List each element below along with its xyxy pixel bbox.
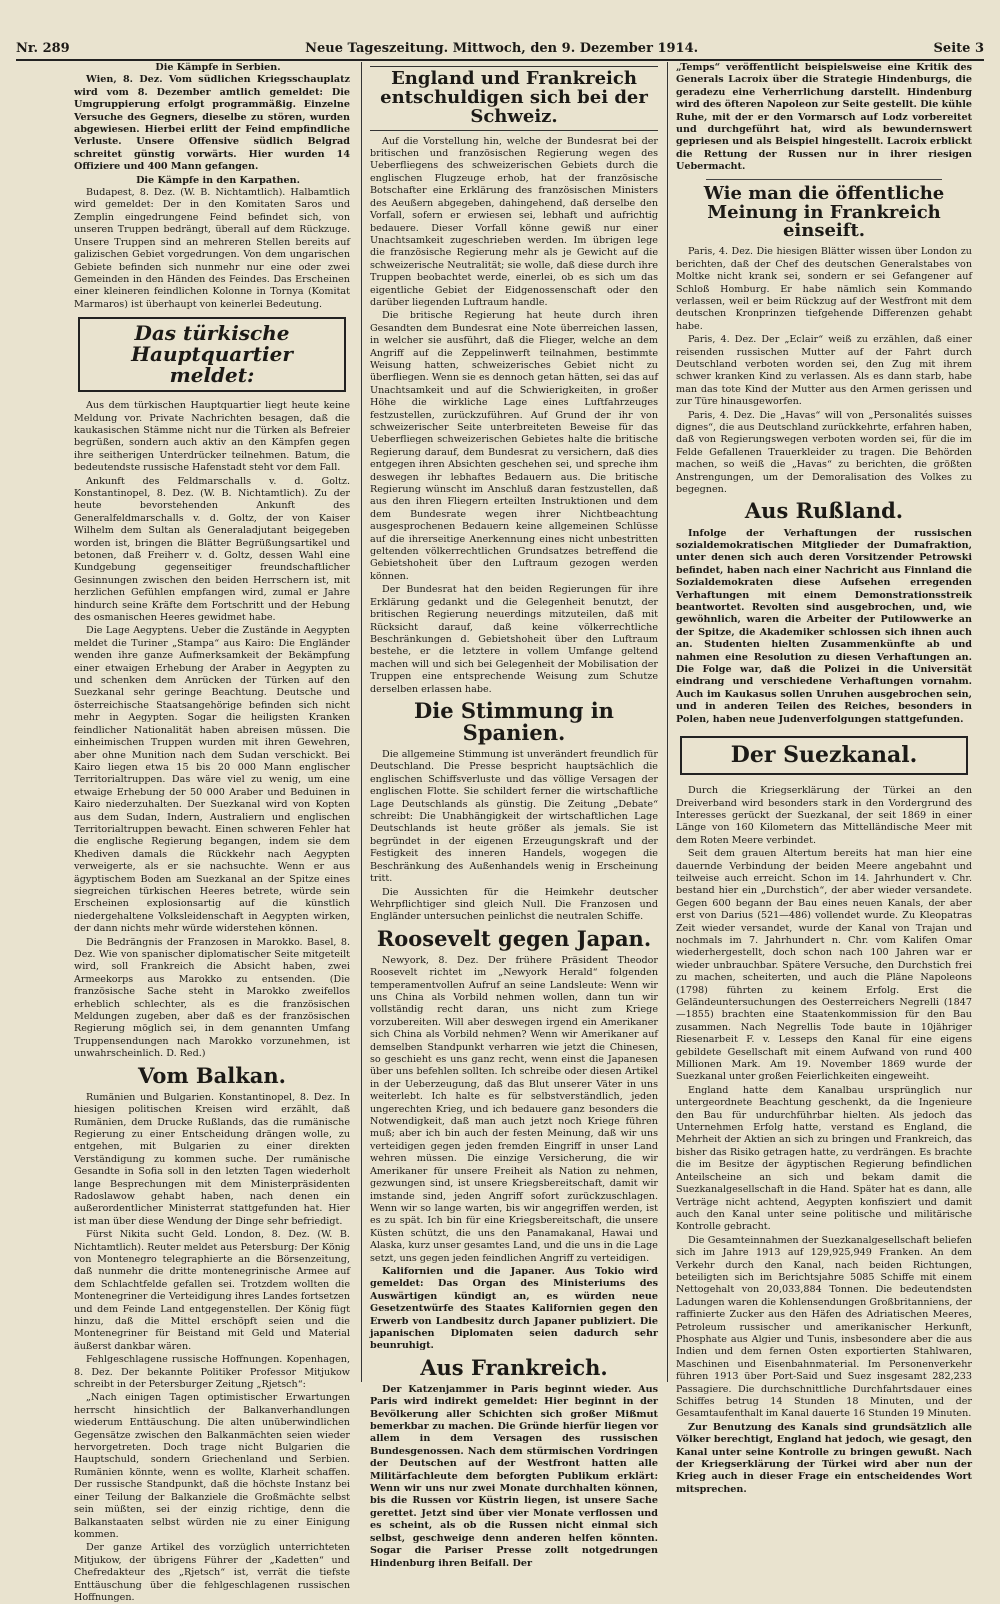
spanien-text-1: Die allgemeine Stimmung ist unverändert freundlich für Deutschland. Die Presse bespricht hauptsächlich die englischen Schiffsverluste und das völlige Versagen der englischen Flotte. Sie schildert ferner die wirtschaftliche Lage Deutschlands als günstig. Die Zeitung „Debate“ schreibt: Die Unabhängigkeit der wirtschaftlichen Lage Deutschlands ist heute größer als jemals. Sie ist begründet in der eigenen Erzeugungskraft und der Festigkeit des inneren Handels, wogegen die Beschränkung des Außenhandels wenig in Erscheinung tritt. [370, 749, 658, 885]
page-number: Seite 3 [933, 41, 984, 56]
russland-headline: Aus Rußland. [744, 498, 904, 524]
separator [706, 179, 942, 180]
suez-headline: Der Suezkanal. [680, 736, 968, 775]
spanien-text-2: Die Aussichten für die Heimkehr deutscher Wehrpflichtiger sind gleich Null. Die Franzosen und Engländer untersuchen peinlichst die neutralen Schiffe. [370, 886, 658, 923]
england-text-1: Auf die Vorstellung hin, welche der Bundesrat bei der britischen und französischen Regierung wegen des Ueberfliegens des schweizerischen Gebiets durch die englischen Flugzeuge erhob, hat der französische Botschafter eine Erklärung des französischen Ministers des Aeußern abgegeben, dahingehend, daß derselbe den Vorfall, sofern er erwiesen sei, lebhaft und aufrichtig bedauere. Dieser Vorfall könne gewiß nur einer Unachtsamkeit zugeschrieben werden. Im übrigen lege die französische Regierung mehr als je Gewicht auf die schweizerische Neutralität; sie wolle, daß diese durch ihre Truppen beobachtet werde, einerlei, ob es sich um das eigentliche Gebiet der Eidgenossenschaft oder den darüber liegenden Luftraum handle. [370, 135, 658, 308]
suez-text-4: Die Gesamteinnahmen der Suezkanalgesellschaft beliefen sich im Jahre 1913 auf 129,925,949 Franken. An dem Verkehr durch den Kanal, nach beiden Richtungen, beteiligten sich im Berichtsjahre 5085 Schiffe mit einem Nettogehalt von 20,033,884 Tonnen. Die bedeutendsten Ladungen waren die Kohlensendungen Großbritanniens, der raffinierte Zucker aus den Häfen des Adriatischen Meeres, Petroleum russischer und amerikanischer Herkunft, Phosphate aus Algier und Tunis, insbesondere aber die aus Indien und dem fernen Osten exportierten Stahlwaren, Maschinen und Eisenbahnmaterial. Im Personenverkehr führen 1913 über Port-Said und Suez insgesamt 282,233 Passagiere. Die durchschnittliche Durchfahrtsdauer eines Schiffes betrug 14 Stunden 18 Minuten, und der Gesamtaufenthalt im Kanal dauerte 16 Stunden 19 Minuten. [676, 1234, 972, 1420]
aegypten-text: Die Lage Aegyptens. Ueber die Zustände in Aegypten meldet die Turiner „Stampa“ aus Kairo: Die Engländer wenden ihre ganze Aufmerksamkeit der Bekämpfung einer etwaigen Erhebung der Araber in Aegypten zu und schenken dem Anrücken der Türken auf den Suezkanal sehr geringe Beachtung. Deutsche und österreichische Staatsangehörige befinden sich nicht mehr in Aegypten. Sogar die heiligsten Kranken feindlicher Nationalität haben abreisen müssen. Die einheimischen Truppen wurden mit ihren Gewehren, aber ohne Munition nach dem Sudan verschickt. Bei Kairo liegen etwa 15 bis 20 000 Mann englischer Territorialtruppen. Das wäre viel zu wenig, um eine etwaige Erhebung der 50 000 Araber und Beduinen in Kairo niederzuhalten. Der Suezkanal wird von Kopten aus dem Sudan, Indern, Australiern und englischen Territorialtruppen bewacht. Einen schweren Fehler hat die englische Regierung begangen, indem sie dem Khediven damals die Rückkehr nach Aegypten verweigerte, als er sie nachsuchte. Wenn er aus ägyptischem Boden am Suezkanal an der Spitze eines siegreichen türkischen Heeres betrete, würde sein Erscheinen explosionsartig auf die künstlich niedergehaltene Volksleidenschaft in Aegypten wirken, der dann nichts mehr würde widerstehen können. [74, 625, 350, 935]
meinung-text-1: Paris, 4. Dez. Die hiesigen Blätter wissen über London zu berichten, daß der Chef des deutschen Generalstabes von Moltke nicht krank sei, sondern er sei Gefangener auf Schloß Homburg. Er habe nämlich sein Kommando verlassen, weil er beim Rückzug auf der Westfront mit dem deutschen Kronprinzen tiefgehende Differenzen gehabt habe. [676, 246, 972, 332]
hoffnungen-quote: „Nach einigen Tagen optimistischer Erwartungen herrscht hinsichtlich der Balkanverhandlungen wiederum Enttäuschung. Die alten unüberwindlichen Gegensätze zwischen den Balkanmächten seien wieder hervorgetreten. Doch trage nicht Bulgarien die Hauptschuld, sondern Griechenland und Serbien. Rumänien könnte, wenn es wollte, Klarheit schaffen. Der russische Standpunkt, daß die höchste Instanz bei einer Teilung der Balkanziele die Großmächte selbst sein müßten, sei der einzig richtige, denn die Balkanstaaten selbst würden nie zu einer Einigung kommen. [74, 1392, 350, 1540]
serbia-text: Wien, 8. Dez. Vom südlichen Kriegsschauplatz wird vom 8. Dezember amtlich gemeldet: Die Umgruppierung erfolgt programmäßig. Einzelne Versuche des Gegners, dieselbe zu stören, wurden abgewiesen. Hierbei erlitt der Feind empfindliche Verluste. Unsere Offensive südlich Belgrad schreitet günstig vorwärts. Hier wurden 14 Offiziere und 400 Mann gefangen. [74, 74, 350, 173]
suez-text-1: Durch die Kriegserklärung der Türkei an den Dreiverband wird besonders stark in den Vordergrund des Interesses gerückt der Suezkanal, der seit 1869 in einer Länge von 160 Kilometern das Mittelländische Meer mit dem Roten Meere verbindet. [676, 785, 972, 846]
meinung-text-3: Paris, 4. Dez. Die „Havas“ will von „Personalités suisses dignes“, die aus Deutschland zurückkehrte, erfahren haben, daß von Regierungswegen verboten worden sei, für die im Felde Gefallenen Trauerkleider zu tragen. Die Behörden machen, so weiß die „Havas“ zu berichten, die größten Anstrengungen, um der Demoralisation des Volkes zu begegnen. [676, 409, 972, 496]
hoffnungen-text: Fehlgeschlagene russische Hoffnungen. Kopenhagen, 8. Dez. Der bekannte Politiker Professor Mitjukow schreibt in der Petersburger Zeitung „Rjetsch“: [74, 1354, 350, 1391]
meinung-text-2: Paris, 4. Dez. Der „Eclair“ weiß zu erzählen, daß einer reisenden russischen Mutter auf der Fahrt durch Deutschland verboten worden sei, den Zug mit ihrem schwer kranken Kind zu verlassen. Als es dann starb, habe man das tote Kind der Mutter aus den Armen gerissen und zur Türe hinausgeworfen. [676, 334, 972, 408]
suez-text-3: England hatte dem Kanalbau ursprünglich nur untergeordnete Beachtung geschenkt, da die Ingenieure den Bau für undurchführbar hielten. Als jedoch das Unternehmen Erfolg hatte, verstand es England, die Mehrheit der Aktien an sich zu bringen und Frankreich, das bisher das Risiko getragen hatte, zu verdrängen. Es brachte die im Besitze der ägyptischen Regierung befindlichen Anteilscheine an sich und bekam damit die Suezkanalgesellschaft in die Hand. Später hat es dann, alle Verträge nicht achtend, Aegypten konfisziert und damit auch den Kanal unter seine politische und militärische Kontrolle gebracht. [676, 1084, 972, 1233]
temps-text: „Temps“ veröffentlicht beispielsweise eine Kritik des Generals Lacroix über die Strategie Hindenburgs, die geradezu eine Verherrlichung darstellt. Hindenburg wird des öfteren Napoleon zur Seite gestellt. Die kühle Ruhe, mit der er den Vormarsch auf Lodz vorbereitet und durchgeführt hat, wird als bewundernswert gepriesen und als Beispiel hingestellt. Lacroix erblickt die Rettung der Russen nur in ihrer riesigen Uebermacht. [676, 62, 972, 173]
column-1 [74, 62, 350, 1603]
frankreich-text: Der Katzenjammer in Paris beginnt wieder. Aus Paris wird indirekt gemeldet: Hier beginnt in der Bevölkerung aller Schichten sich großer Mißmut bemerkbar zu machen. Die Gründe hierfür liegen vor allem in dem Versagen des russischen Bundesgenossen. Nach dem stürmischen Vordringen der Deutschen auf der Westfront hatten alle Militärfachleute dem beforgten Publikum erklärt: Wenn wir uns nur zwei Monate durchhalten können, bis die Russen vor Küstrin liegen, ist unsere Sache gerettet. Jetzt sind über vier Monate verflossen und es scheint, als ob die Russen nicht einmal sich selbst, geschweige denn anderen helfen könnten. Sogar die Pariser Presse zollt notgedrungen Hindenburg ihren Beifall. Der [370, 1383, 658, 1569]
karpathen-text: Budapest, 8. Dez. (W. B. Nichtamtlich). Halbamtlich wird gemeldet: Der in den Komitaten Saros und Zemplin eingedrungene Feind befindet sich, von unseren Truppen bedrängt, überall auf dem Rückzuge. Unsere Truppen sind an mehreren Stellen bereits auf galizischen Gebiet vorgedrungen. Von dem ungarischen Gebiete befinden sich nunmehr nur eine oder zwei Gemeinden in den Händen des Feindes. Das Erscheinen einer kleineren feindlichen Kolonne in Tornya (Komitat Marmaros) ist überhaupt von keinerlei Bedeutung. [74, 187, 350, 310]
frankreich-headline: Aus Frankreich. [420, 1354, 608, 1380]
russland-text: Infolge der Verhaftungen der russischen sozialdemokratischen Mitglieder der Dumafraktion, unter denen sich auch deren Vorsitzender Petrowski befindet, haben nach einer Nachricht aus Finnland die Sozialdemokraten diese Aufsehen erregenden Verhaftungen mit einem Demonstrationsstreik beantwortet. Revolten sind ausgebrochen, und, wie gewöhnlich, waren die Arbeiter der Putilowwerke an der Spitze, die Akademiker schlossen sich ihnen auch an. Studenten hielten Zusammenkünfte ab und nahmen eine Resolution zu diesen Verhaftungen an. Die Folge war, daß die Polizei in die Universität eindrang und verschiedene Verhaftungen vornahm. Auch im Kaukasus sollen Unruhen ausgebrochen sein, und in anderen Teilen des Reiches, besonders in Polen, haben neue Judenverfolgungen stattgefunden. [676, 527, 972, 725]
column-3 [676, 62, 972, 1495]
karpathen-heading: Die Kämpfe in den Karpathen. [136, 174, 300, 186]
tuerk-headline: Das türkische Hauptquartier meldet: [78, 317, 346, 392]
column-rule-2 [667, 62, 668, 1382]
meinung-headline: Wie man die öffentliche Meinung in Frankreich einseift. [703, 182, 945, 242]
england-text-3: Der Bundesrat hat den beiden Regierungen für ihre Erklärung gedankt und die Gelegenheit benutzt, der britischen Regierung neuerdings mitzuteilen, daß mit Rücksicht darauf, daß keine völkerrechtliche Beschränkungen d. Gebietshoheit über den Luftraum bestehe, er die letztere in vollem Umfange geltend machen will und sich bei Gelegenheit der Mobilisation der Truppen eine entsprechende Weisung zum Schutze derselben erlassen habe. [370, 584, 658, 695]
column-rule-1 [361, 62, 362, 1382]
suez-text-2: Seit dem grauen Altertum bereits hat man hier eine dauernde Verbindung der beiden Meere angebahnt und teilweise auch erreicht. Schon im 14. Jahrhundert v. Chr. bestand hier ein „Durchstich“, der aber wieder versandete. Gegen 600 begann der Bau eines neuen Kanals, der aber erst von Darius (521—486) vollendet wurde. Zu Kleopatras Zeit wieder versandet, wurde der Kanal von Trajan und nochmals im 7. Jahrhundert n. Chr. vom Kalifen Omar wiederhergestellt, doch schon nach 100 Jahren war er wieder unbrauchbar. Spätere Versuche, den Durchstich frei zu machen, scheiterten, und auch die Pläne Napoleons (1798) führten zu keinem Erfolg. Erst die Geländeuntersuchungen des Oesterreichers Negrelli (1847—1855) brachten eine Staatenkommission für den Bau zusammen. Nach Negrellis Tode baute in 10jähriger Riesenarbeit F. v. Lesseps den Kanal für eine eigens gebildete Gesellschaft mit einem Aufwand von rund 400 Millionen Mark. Am 19. November 1869 wurde der Suezkanal unter großen Feierlichkeiten eingeweiht. [676, 848, 972, 1083]
tuerk-text: Aus dem türkischen Hauptquartier liegt heute keine Meldung vor. Private Nachrichten besagen, daß die kaukasischen Stämme nicht nur die Türken als Befreier begrüßen, sondern auch aktiv an den Kämpfen gegen ihre seitherigen Unterdrücker teilnehmen. Batum, die bedeutendste russische Hafenstadt steht vor dem Fall. [74, 400, 350, 474]
issue-number: Nr. 289 [16, 41, 70, 56]
masthead-date: Neue Tageszeitung. Mittwoch, den 9. Dezember 1914. [305, 41, 699, 56]
page-header [16, 34, 984, 61]
nikita-text: Fürst Nikita sucht Geld. London, 8. Dez. (W. B. Nichtamtlich). Reuter meldet aus Petersburg: Der König von Montenegro telegraphierte an die Börsenzeitung, daß nunmehr die dritte montenegrinische Armee auf dem Schlachtfelde gefallen sei. Trotzdem wollten die Montenegriner die Verteidigung ihres Landes fortsetzen und dem Feinde Land entgegenstellen. Der König fügt hinzu, daß die Mittel erschöpft seien und die Montenegriner für Beistand mit Geld und Material äußerst dankbar wären. [74, 1229, 350, 1352]
column-2 [370, 62, 658, 1569]
balkan-headline: Vom Balkan. [138, 1062, 286, 1088]
england-headline: England und Frankreich entschuldigen sich bei der Schweiz. [370, 66, 658, 131]
england-text-2: Die britische Regierung hat heute durch ihren Gesandten dem Bundesrat eine Note überreichen lassen, in welcher sie ausführt, daß die Flieger, welche an dem Angriff auf die Zeppelinwerft teilnahmen, bestimmte Weisung hatten, schweizerisches Gebiet nicht zu überfliegen. Wenn sie es dennoch getan hätten, sei das auf Unachtsamkeit und auf die Schwierigkeiten, in großer Höhe die wirkliche Lage eines Luftfahrzeuges festzustellen, zurückzuführen. Auf Grund der ihr von schweizerischer Seite unterbreiteten Beweise für das Ueberfliegen schweizerischen Gebietes halte die britische Regierung darauf, dem Bundesrat zu versichern, daß dies entgegen ihren Absichten geschehen sei, und spreche ihm deswegen ihr lebhaftes Bedauern aus. Die britische Regierung wünscht im Anschluß daran festzustellen, daß aus den ihren Fliegern erteilten Instruktionen und dem dem Bundesrate wegen ihrer Nichtbeachtung ausgesprochenen Bedauern keine allgemeinen Schlüsse auf die ihrerseitige Anerkennung eines nicht unbestritten geltenden völkerrechtlichen Grundsatzes betreffend die Gebietshoheit über den Luftraum gezogen werden können. [370, 310, 658, 582]
hoffnungen-closing: Der ganze Artikel des vorzüglich unterrichteten Mitjukow, der übrigens Führer der „Kadetten“ und Chefredakteur des „Rjetsch“ ist, verrät die tiefste Enttäuschung über die fehlgeschlagenen russischen Hoffnungen. [74, 1542, 350, 1603]
kalifornien-text: Kalifornien und die Japaner. Aus Tokio wird gemeldet: Das Organ des Ministeriums des Auswärtigen kündigt an, es würden neue Gesetzentwürfe des Staates Kalifornien gegen den Erwerb von Landbesitz durch Japaner publiziert. Die japanischen Diplomaten seien dadurch sehr beunruhigt. [370, 1265, 658, 1352]
spanien-headline: Die Stimmung in Spanien. [414, 697, 614, 745]
roosevelt-headline: Roosevelt gegen Japan. [376, 925, 652, 951]
serbia-heading: Die Kämpfe in Serbien. [155, 62, 281, 73]
suez-text-5: Zur Benutzung des Kanals sind grundsätzlich alle Völker berechtigt, England hat jedoch, wie gesagt, den Kanal unter seine Kontrolle zu bringen gewußt. Nach der Kriegserklärung der Türkei wird aber nun der Krieg auch in dieser Frage ein entscheidendes Wort mitsprechen. [676, 1421, 972, 1495]
balkan-text: Rumänien und Bulgarien. Konstantinopel, 8. Dez. In hiesigen politischen Kreisen wird erzählt, daß Rumänien, dem Drucke Rußlands, das die rumänische Regierung zu einer Entscheidung drängen wolle, zu entgehen, mit Bulgarien zu einer direkten Verständigung zu kommen suche. Der rumänische Gesandte in Sofia soll in den letzten Tagen wiederholt lange Besprechungen mit dem Ministerpräsidenten Radoslawow gehabt haben, nach denen ein außerordentlicher Ministerrat stattgefunden hat. Hier ist man über diese Wendung der Dinge sehr befriedigt. [74, 1091, 350, 1227]
roosevelt-text: Newyork, 8. Dez. Der frühere Präsident Theodor Roosevelt richtet im „Newyork Herald“ folgenden temperamentvollen Aufruf an seine Landsleute: Wenn wir uns China als Vorbild nehmen wollen, dann tun wir vollständig recht daran, uns nicht zum Kriege vorzubereiten. Will aber deswegen irgend ein Amerikaner sich China als Vorbild nehmen? Wenn wir Amerikaner auf demselben Standpunkt verharren wie jetzt die Chinesen, so geschieht es uns ganz recht, wenn einst die Japanesen über uns befehlen sollten. Ich schreibe oder diesen Artikel in der Ueberzeugung, daß das Blut unserer Väter in uns weiterlebt. Ich halte es für selbstverständlich, jeden ungerechten Krieg, und ich bedauere ganz besonders die Notwendigkeit, daß man auch jetzt noch Kriege führen muß; aber ich bin auch der festen Meinung, daß wir uns verteidigen gegen jeden fremden Eingriff in unser Land wehren müssen. Die einzige Versicherung, die wir Amerikaner für unsere Freiheit als Nation zu nehmen, gezwungen sind, ist unsere Kriegsbereitschaft, damit wir imstande sind, jeden Angriff sofort zurückzuschlagen. Wenn wir so lange warten, bis wir angegriffen werden, ist es zu spät. Ich bin für eine Kriegsbereitschaft, die unsere Küsten schützt, die uns den Panamakanal, Hawai und Alaska, kurz unser gesamtes Land, und die uns in die Lage setzt, uns gegen jeden feindlichen Angriff zu verteidigen. [370, 954, 658, 1264]
marokko-text: Die Bedrängnis der Franzosen in Marokko. Basel, 8. Dez. Wie von spanischer diplomatischer Seite mitgeteilt wird, soll Frankreich die Absicht haben, zwei Armeekorps aus Marokko zu entsenden. (Die französische Sache steht in Marokko zweifellos erheblich schlechter, als es die französischen Meldungen zugeben, aber daß es der französischen Regierung möglich sei, in dem genannten Umfang Truppensendungen nach Marokko vorzunehmen, ist unwahrscheinlich. D. Red.) [74, 936, 350, 1060]
goltz-text: Ankunft des Feldmarschalls v. d. Goltz. Konstantinopel, 8. Dez. (W. B. Nichtamtlich). Zu der heute bevorstehenden Ankunft des Generalfeldmarschalls v. d. Goltz, der von Kaiser Wilhelm dem Sultan als Generaladjutant beigegeben worden ist, bringen die Blätter Begrüßungsartikel und betonen, daß Freiherr v. d. Goltz, dessen Wahl eine Kundgebung gegenseitiger freundschaftlicher Gesinnungen zwischen den beiden Herrschern ist, mit herzlichen Gefühlen empfangen wird, zumal er Jahre hindurch seine Kräfte dem Fortschritt und der Hebung des osmanischen Heeres gewidmet habe. [74, 475, 350, 624]
